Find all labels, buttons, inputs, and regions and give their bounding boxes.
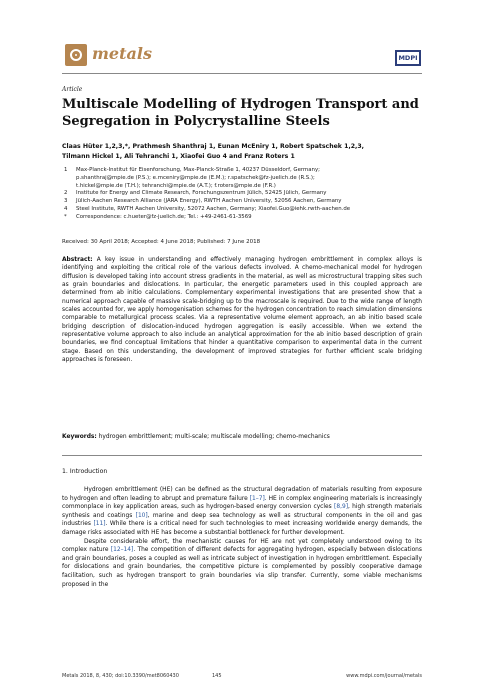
affiliation-item: t.hickel@mpie.de (T.H.); tehranchi@mpie.de (A.T.); f.roters@mpie.de (F.R.) [76, 182, 276, 189]
citation-link[interactable]: [12–14] [110, 547, 134, 554]
affiliation-item: 1 Max-Planck-Institut für Eisenforschung, Max-Planck-Straße 1, 40237 Düsseldorf, Germany; [64, 167, 320, 173]
citation-link[interactable]: [11] [93, 521, 106, 528]
author-line: Claas Hüter 1,2,3,*, Prathmesh Shanthraj 1, Eunan McEniry 1, Robert Spatschek 1,2,3, [62, 143, 365, 150]
keywords [62, 434, 422, 440]
footer-citation: Metals 2018, 8, 430; doi:10.3390/met8060430 [62, 673, 179, 679]
paper-title: Multiscale Modelling of Hydrogen Transport and Segregation in Polycrystalline Steels [62, 97, 419, 129]
page-number: 145 [212, 673, 222, 679]
journal-url[interactable]: www.mdpi.com/journal/metals [346, 673, 422, 679]
header-divider [62, 73, 422, 74]
author-list [62, 142, 422, 162]
paragraph: Hydrogen embrittlement (HE) can be defined as the structural degradation of materials resulting from exposure to hydrogen and often leading to abrupt and premature failure [1–7]. HE in complex engineering materials is increasingly commonplace in key application areas, such as hydrogen-based energy conversion cycles [8,9], high strength materials synthesis and coatings [10], marine and deep sea technology as well as structural components in the oil and gas industries [11]. While there is a critical need for such technologies to meet increasing worldwide energy demands, the damage risks associated with HE has become a substantial bottleneck for further development. [62, 487, 422, 536]
citation-link[interactable]: [10] [135, 512, 148, 519]
affiliation-item: 4 Steel Institute, RWTH Aachen University, 52072 Aachen, Germany; Xiaofei.Guo@iehk.rwth-aachen.de [64, 205, 351, 212]
citation-link[interactable]: [1–7] [249, 495, 265, 502]
keywords-label: Keywords: [62, 434, 97, 440]
author-line: Tilmann Hickel 1, Ali Tehranchi 1, Xiaofei Guo 4 and Franz Roters 1 [62, 153, 295, 160]
article-type: Article [62, 86, 83, 93]
affiliation-item: p.shanthraj@mpie.de (P.S.); e.mceniry@mpie.de (E.M.); r.spatschek@fz-juelich.de (R.S.); [76, 174, 315, 181]
abstract-label: Abstract: [62, 257, 93, 263]
section-heading: 1. Introduction [62, 468, 108, 475]
affiliation-item: 3 Jülich-Aachen Research Alliance (JARA Energy), RWTH Aachen University, 52056 Aachen, Germany [64, 198, 342, 205]
abstract [62, 256, 422, 364]
journal-logo-icon [65, 44, 87, 66]
section-divider [62, 455, 422, 456]
keywords-text: hydrogen embrittlement; multi-scale; multiscale modelling; chemo-mechanics [98, 434, 330, 440]
citation-link[interactable]: [8,9] [334, 504, 348, 511]
correspondence-item: * Correspondence: c.hueter@fz-juelich.de; Tel.: +49-2461-61-3569 [64, 213, 252, 220]
abstract-text: A key issue in understanding and effectively managing hydrogen embrittlement in complex alloys is identifying and exploiting the critical role of the various defects involved. A chemo-mechanical model for hydrogen diffusion is developed taking into account stress gradients in the material, as well as microstructural trapping sites such as grain boundaries and dislocations. In particular, the energetic parameters used in this coupled approach are determined from ab initio calculations. Complementary experimental investigations that are presented show that a numerical approach capable of massive scale-bridging up to the macroscale is required. Due to the wide range of length scales accounted for, we apply homogenisation schemes for the hydrogen concentration to reach simulation dimensions comparable to metallurgical process scales. Via a representative volume element approach, an ab initio based scale bridging description of dislocation-induced hydrogen aggregation is easily accessible. When we extend the representative volume approach to also include an analytical approximation for the ab initio based description of grain boundaries, we find conceptual limitations that hinder a quantitative comparison to experimental data in the current stage. Based on this understanding, the development of improved strategies for further efficient scale bridging approaches is foreseen. [62, 257, 422, 364]
affiliations [62, 167, 422, 222]
affiliation-item: 2 Institute for Energy and Climate Research, Forschungszentrum Jülich, 52425 Jülich, Germany [64, 190, 327, 197]
introduction-body [62, 486, 422, 589]
paragraph: Despite considerable effort, the mechanistic causes for HE are not yet completely understood owing to its complex nature [12–14]. The competition of different defects for aggregating hydrogen, especially between dislocations and grain boundaries, poses a coupled as well as intricate subject of investigation in hydrogen embrittlement. Especially for dislocations and grain boundaries, the competitive picture is complemented by possibly cooperative damage facilitation, such as hydrogen transport to grain boundaries via slip transfer. Currently, some viable mechanisms proposed in the [62, 538, 422, 588]
publication-dates: Received: 30 April 2018; Accepted: 4 June 2018; Published: 7 June 2018 [62, 239, 261, 245]
journal-name: metals [92, 44, 152, 63]
mdpi-logo: MDPI [395, 50, 421, 66]
